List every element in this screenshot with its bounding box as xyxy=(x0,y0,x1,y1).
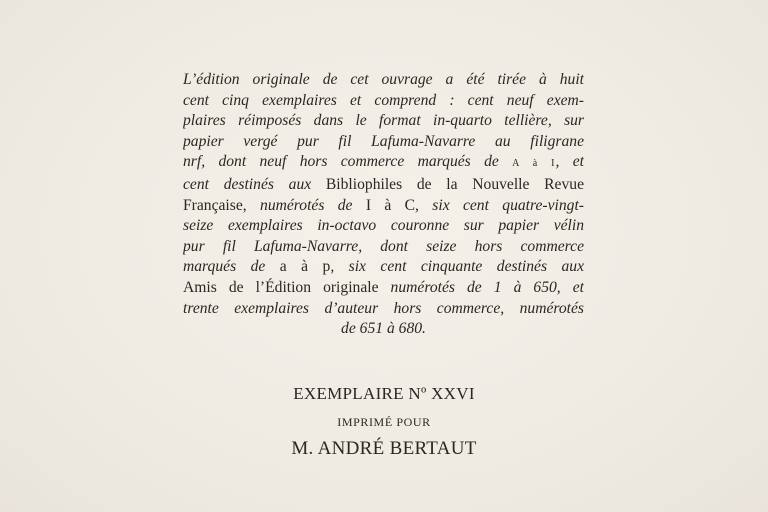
line-segment: numérotés de 1 à 650, et xyxy=(390,278,584,296)
justification-line xyxy=(183,257,584,278)
justification-line xyxy=(183,278,584,299)
justification-line xyxy=(183,175,584,196)
line-segment: marqués de xyxy=(183,258,266,276)
justification-line xyxy=(183,196,584,217)
line-segment: nrf, dont neuf hors commerce marqués de xyxy=(183,153,499,171)
justification-paragraph xyxy=(183,70,584,340)
printed-for-label: IMPRIMÉ POUR xyxy=(337,415,431,429)
line-segment: cent destinés aux xyxy=(183,175,312,193)
justification-line: plaires réimposés dans le format in-quarto tellière, sur xyxy=(183,112,584,130)
recipient-name: M. ANDRÉ BERTAUT xyxy=(291,438,477,459)
society-name: Amis de l’Édition originale xyxy=(183,278,379,296)
justification-line: papier vergé pur fil Lafuma-Navarre au filigrane xyxy=(183,132,584,150)
copy-number: EXEMPLAIRE Nº XXVI xyxy=(293,384,475,403)
society-name-end: Française, xyxy=(183,196,247,214)
justification-line: seize exemplaires in-octavo couronne sur papier vélin xyxy=(183,217,584,235)
justification-line: trente exemplaires d’auteur hors commerce, numérotés xyxy=(183,299,584,317)
numbering-range: I à C xyxy=(365,196,416,214)
line-segment: , six cent quatre-vingt- xyxy=(415,196,584,214)
small-caps-range: A à I xyxy=(512,158,556,170)
justification-line: de 651 à 680. xyxy=(341,320,426,338)
justification-line: L’édition originale de cet ouvrage a été tirée à huit xyxy=(183,71,584,88)
society-name: Bibliophiles de la Nouvelle Revue xyxy=(325,175,584,193)
numbering-range: a à p xyxy=(279,258,331,276)
justification-line: cent cinq exemplaires et comprend : cent neuf exem- xyxy=(183,91,584,109)
line-segment: , et xyxy=(555,153,584,171)
justification-line xyxy=(183,152,584,175)
line-segment: numérotés de xyxy=(260,196,353,214)
line-segment: , six cent cinquante destinés aux xyxy=(330,258,584,276)
justification-line: pur fil Lafuma-Navarre, dont seize hors commerce xyxy=(183,237,584,255)
